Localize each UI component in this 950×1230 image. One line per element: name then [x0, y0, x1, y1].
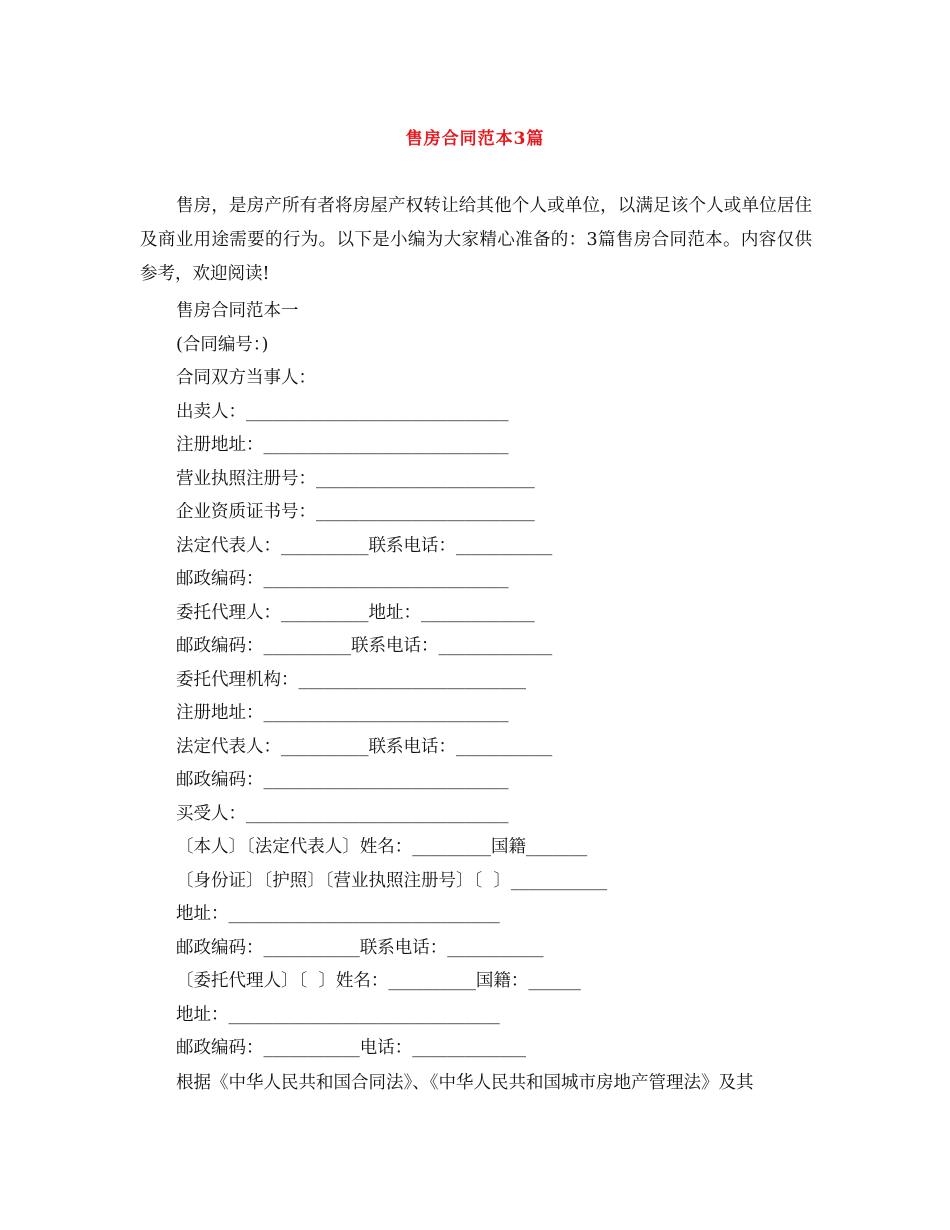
qualification-cert-line: 企业资质证书号：_________________________ — [176, 502, 535, 522]
postal-contact-line: 邮政编码：__________联系电话：_____________ — [176, 636, 553, 656]
agent-address-line: 委托代理人：__________地址：_____________ — [176, 602, 535, 623]
agency-line: 委托代理机构：__________________________ — [176, 669, 526, 690]
agency-postal-line: 邮政编码：____________________________ — [176, 770, 509, 790]
registered-address-line: 注册地址：____________________________ — [176, 435, 509, 455]
buyer-address-line: 地址：_______________________________ — [176, 904, 500, 924]
business-license-line: 营业执照注册号：_________________________ — [176, 468, 535, 489]
parties-heading: 合同双方当事人： — [176, 368, 316, 388]
document-title: 售房合同范本3篇 — [405, 129, 545, 149]
buyer-agent-postal-line: 邮政编码：___________电话：_____________ — [176, 1038, 526, 1058]
intro-paragraph: 售房，是房产所有者将房屋产权转让给其他个人或单位，以满足该个人或单位居住及商业用途需要的行为。以下是小编为大家精心准备的：3篇售房合同范本。内容仅供参考，欢迎阅读! — [140, 196, 812, 284]
agency-legal-rep-line: 法定代表人：__________联系电话：___________ — [176, 736, 553, 757]
contract-lines — [176, 295, 607, 1066]
agency-address-line: 注册地址：____________________________ — [176, 703, 509, 723]
contract-number-line: (合同编号：) — [176, 334, 269, 355]
legal-rep-contact-line: 法定代表人：__________联系电话：___________ — [176, 535, 553, 556]
buyer-line: 买受人：______________________________ — [176, 803, 509, 824]
buyer-agent-address-line: 地址：_______________________________ — [176, 1004, 500, 1025]
buyer-name-nationality-line: 〔本人〕〔法定代表人〕姓名：_________国籍_______ — [176, 837, 588, 857]
section-heading: 售房合同范本一 — [176, 301, 299, 321]
buyer-agent-line: 〔委托代理人〕〔 〕姓名：__________国籍：______ — [176, 971, 581, 991]
postal-code-line: 邮政编码：____________________________ — [176, 569, 509, 589]
buyer-postal-contact-line: 邮政编码：___________联系电话：___________ — [176, 937, 544, 958]
legal-basis-line: 根据《中华人民共和国合同法》、《中华人民共和国城市房地产管理法》及其 — [176, 1073, 754, 1093]
seller-line: 出卖人：______________________________ — [176, 401, 509, 422]
buyer-id-line: 〔身份证〕〔护照〕〔营业执照注册号〕〔 〕___________ — [176, 870, 608, 891]
